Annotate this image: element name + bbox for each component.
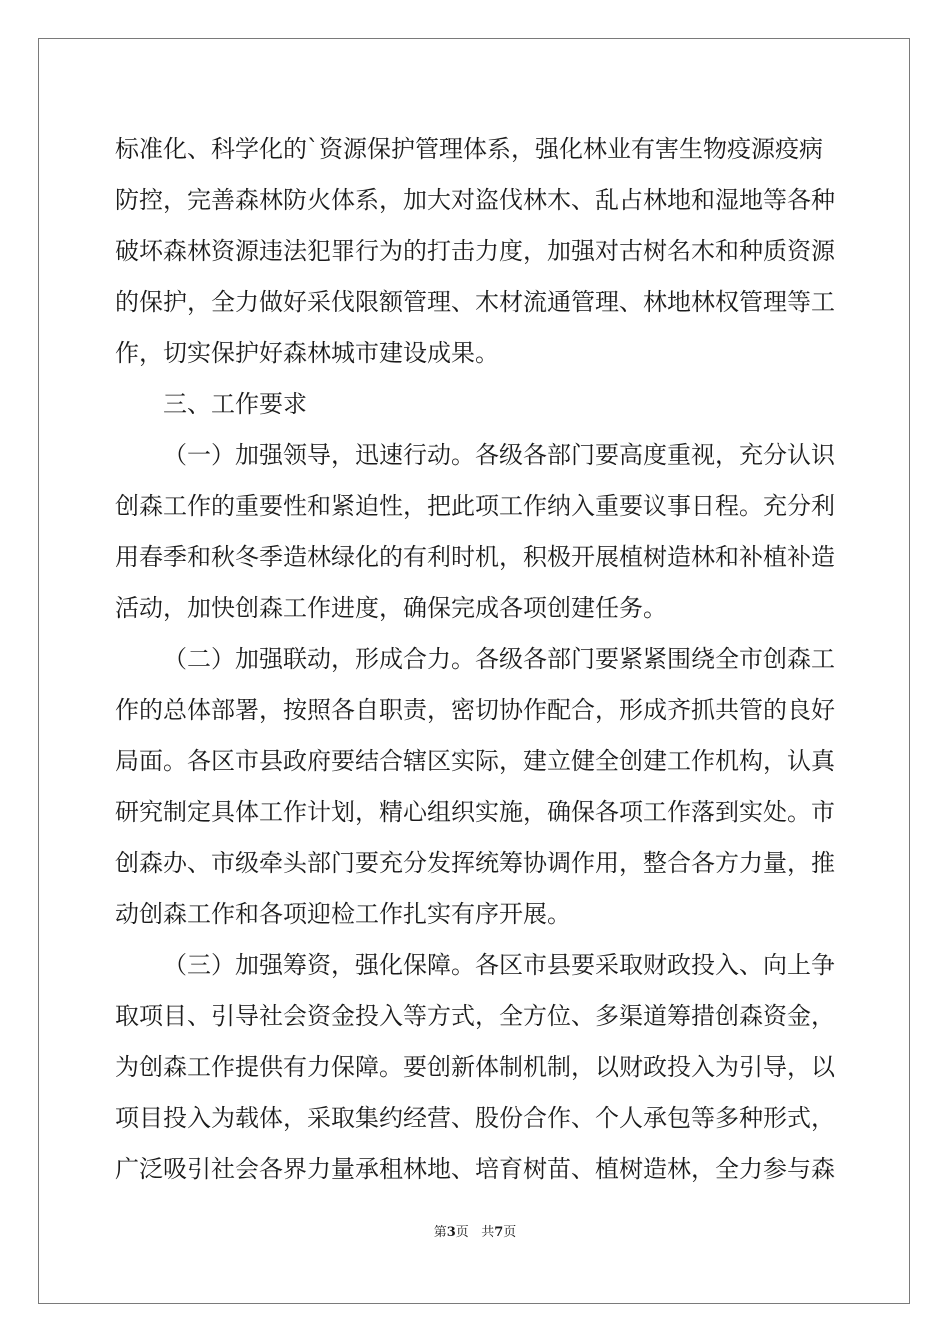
total-pages: 7 <box>494 1225 504 1240</box>
text-line: 创森工作的重要性和紧迫性，把此项工作纳入重要议事日程。充分利 <box>115 492 835 520</box>
text-line: 研究制定具体工作计划，精心组织实施，确保各项工作落到实处。市 <box>115 798 835 826</box>
page-prefix: 第 <box>433 1225 447 1240</box>
text-line: 动创森工作和各项迎检工作扎实有序开展。 <box>115 900 571 928</box>
text-line: 防控，完善森林防火体系，加大对盗伐林木、乱占林地和湿地等各种 <box>115 186 835 214</box>
text-line: 用春季和秋冬季造林绿化的有利时机，积极开展植树造林和补植补造 <box>115 543 835 571</box>
text-line: （二）加强联动，形成合力。各级各部门要紧紧围绕全市创森工 <box>163 645 835 673</box>
page-number: 3 <box>446 1225 456 1240</box>
text-line: （三）加强筹资，强化保障。各区市县要采取财政投入、向上争 <box>163 951 835 979</box>
text-line: 作，切实保护好森林城市建设成果。 <box>115 339 499 367</box>
section-heading: 三、工作要求 <box>163 390 307 418</box>
text-line: 为创森工作提供有力保障。要创新体制机制，以财政投入为引导，以 <box>115 1053 835 1081</box>
total-prefix: 共 <box>481 1225 495 1240</box>
page-footer <box>0 1221 950 1240</box>
text-line: 活动，加快创森工作进度，确保完成各项创建任务。 <box>115 594 667 622</box>
text-line: 广泛吸引社会各界力量承租林地、培育树苗、植树造林，全力参与森 <box>115 1155 835 1183</box>
text-line: （一）加强领导，迅速行动。各级各部门要高度重视，充分认识 <box>163 441 835 469</box>
text-line: 创森办、市级牵头部门要充分发挥统筹协调作用，整合各方力量，推 <box>115 849 835 877</box>
text-line: 破坏森林资源违法犯罪行为的打击力度，加强对古树名木和种质资源 <box>115 237 835 265</box>
text-line: 的保护，全力做好采伐限额管理、木材流通管理、林地林权管理等工 <box>115 288 835 316</box>
text-line: 项目投入为载体，采取集约经营、股份合作、个人承包等多种形式， <box>115 1104 835 1132</box>
text-line: 标准化、科学化的`资源保护管理体系，强化林业有害生物疫源疫病 <box>115 135 823 163</box>
text-line: 取项目、引导社会资金投入等方式，全方位、多渠道筹措创森资金， <box>115 1002 835 1030</box>
total-suffix: 页 <box>503 1225 517 1240</box>
text-line: 作的总体部署，按照各自职责，密切协作配合，形成齐抓共管的良好 <box>115 696 835 724</box>
page-suffix: 页 <box>455 1225 469 1240</box>
text-line: 局面。各区市县政府要结合辖区实际，建立健全创建工作机构，认真 <box>115 747 835 775</box>
